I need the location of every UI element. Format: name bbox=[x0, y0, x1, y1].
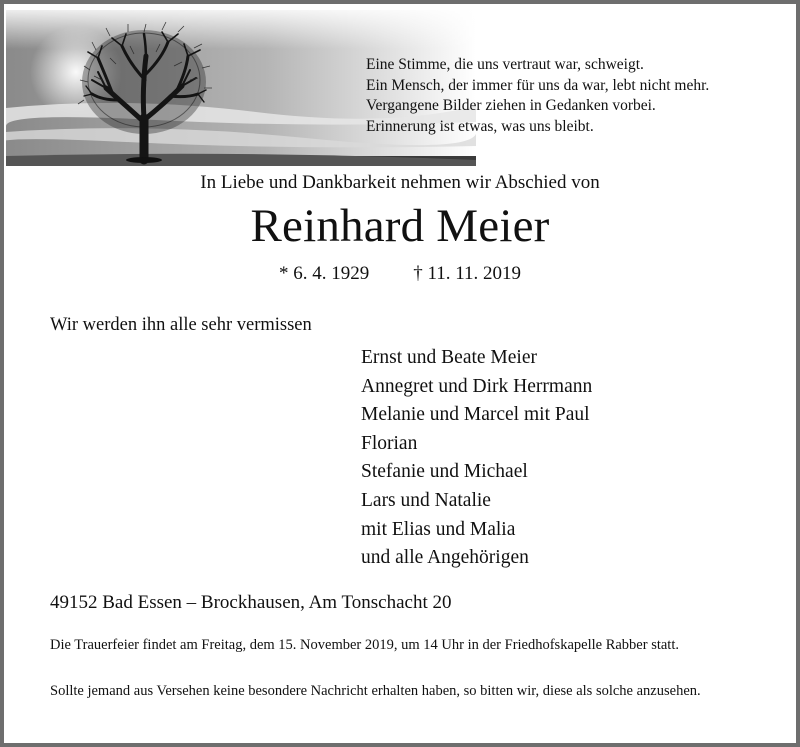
life-dates bbox=[4, 263, 796, 285]
mourner-item: mit Elias und Malia bbox=[361, 518, 516, 540]
mourner-item: Stefanie und Michael bbox=[361, 461, 528, 483]
poem-line: Eine Stimme, die uns vertraut war, schweigt. bbox=[366, 56, 644, 73]
funeral-note: Die Trauerfeier findet am Freitag, dem 15. November 2019, um 14 Uhr in der Friedhofskapelle Rabber statt. bbox=[50, 637, 679, 653]
mourner-item: und alle Angehörigen bbox=[361, 547, 529, 569]
poem-line: Erinnerung ist etwas, was uns bleibt. bbox=[366, 117, 594, 135]
mourners-list bbox=[361, 344, 592, 573]
birth-date: * 6. 4. 1929 bbox=[278, 263, 370, 284]
mourner-item: Ernst und Beate Meier bbox=[361, 347, 537, 368]
poem-line: Vergangene Bilder ziehen in Gedanken vorbei. bbox=[366, 97, 656, 114]
family-address: 49152 Bad Essen – Brockhausen, Am Tonschacht 20 bbox=[50, 592, 452, 613]
mourner-item: Annegret und Dirk Herrmann bbox=[361, 375, 593, 397]
mourner-item: Florian bbox=[361, 432, 418, 454]
intro-text: In Liebe und Dankbarkeit nehmen wir Abschied von bbox=[200, 172, 600, 193]
mourner-item: Lars und Natalie bbox=[361, 489, 491, 511]
poem-line: Ein Mensch, der immer für uns da war, lebt nicht mehr. bbox=[366, 76, 710, 94]
notification-note: Sollte jemand aus Versehen keine besondere Nachricht erhalten haben, so bitten wir, diese als solche anzusehen. bbox=[50, 683, 701, 699]
death-date: † 11. 11. 2019 bbox=[413, 263, 522, 284]
farewell-text: Wir werden ihn alle sehr vermissen bbox=[50, 315, 312, 335]
mourner-item: Melanie und Marcel mit Paul bbox=[361, 404, 590, 426]
deceased-name: Reinhard Meier bbox=[250, 200, 550, 252]
memorial-poem bbox=[366, 55, 709, 137]
